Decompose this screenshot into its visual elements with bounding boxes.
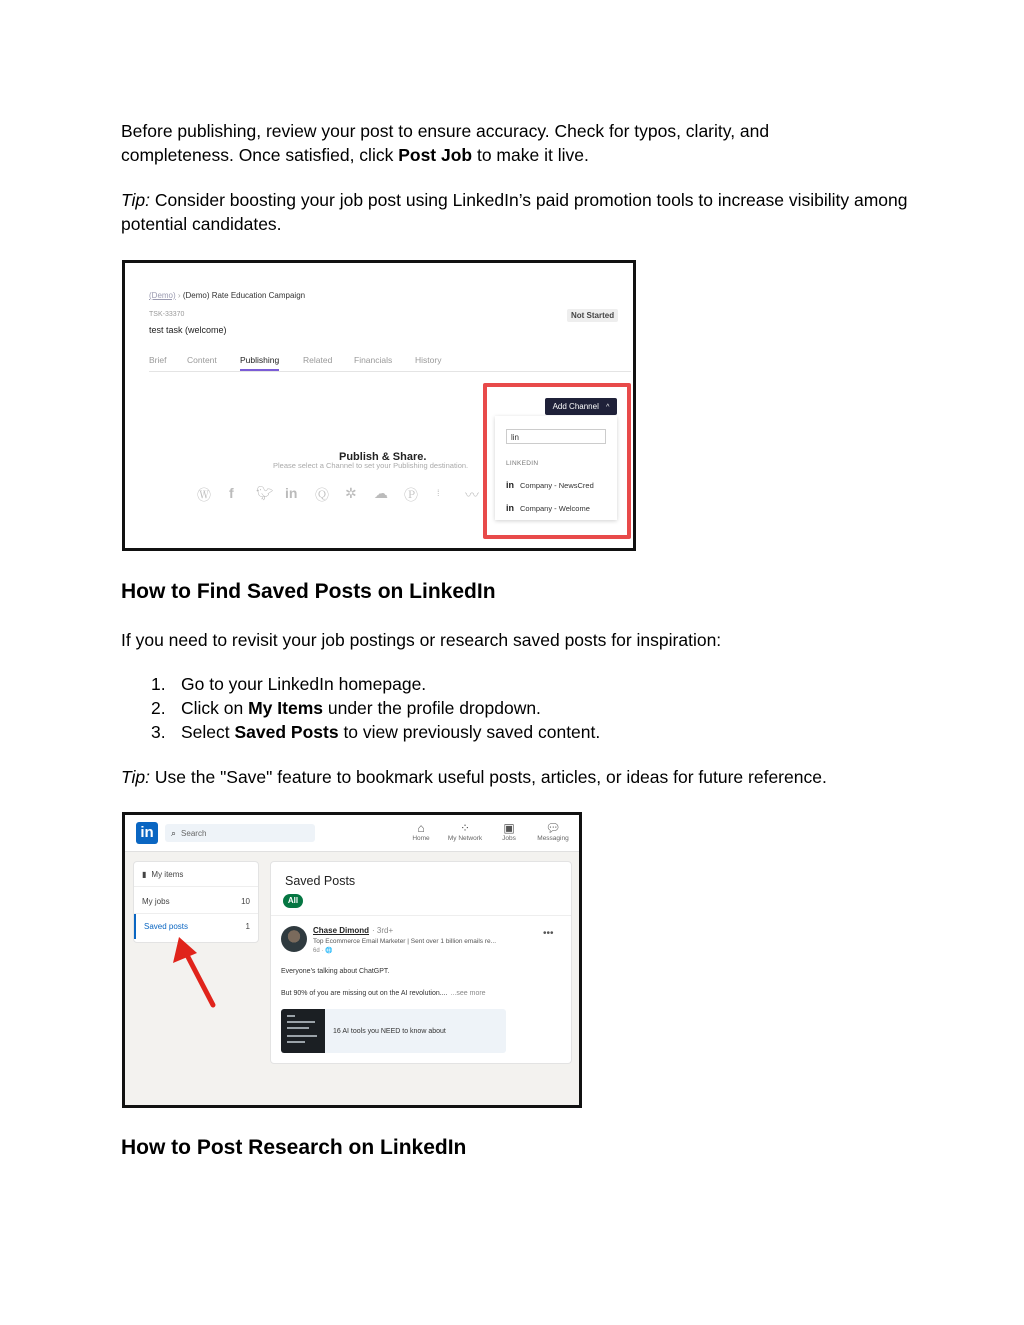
tip-text: Consider boosting your job post using LinkedIn’s paid promotion tools to increase visibility among potential candidates. bbox=[121, 190, 908, 234]
add-channel-label: Add Channel bbox=[552, 402, 599, 411]
sidebar-item-count: 10 bbox=[241, 897, 250, 906]
tab-related[interactable]: Related bbox=[303, 355, 333, 365]
linkedin-icon: in bbox=[506, 480, 514, 490]
nav-label: My Network bbox=[447, 835, 483, 842]
avatar[interactable] bbox=[281, 926, 307, 952]
search-icon: ⌕ bbox=[171, 828, 177, 838]
linkedin-icon[interactable]: in bbox=[285, 485, 298, 501]
step-number: 1. bbox=[151, 674, 166, 694]
intro-line-2b: to make it live. bbox=[472, 145, 589, 165]
author-name[interactable]: Chase Dimond bbox=[313, 926, 370, 935]
post-job-emphasis: Post Job bbox=[398, 145, 473, 165]
task-tabs bbox=[149, 355, 631, 372]
search-input[interactable] bbox=[165, 824, 315, 842]
nav-label: Messaging bbox=[537, 835, 569, 842]
task-name: test task (welcome) bbox=[149, 325, 227, 335]
nav-messaging[interactable] bbox=[531, 821, 575, 842]
list-item bbox=[121, 696, 600, 720]
tab-publishing[interactable]: Publishing bbox=[240, 355, 279, 371]
search-placeholder: Search bbox=[181, 829, 207, 838]
post-time: 6d · 🌐 bbox=[313, 948, 333, 954]
see-more-link[interactable]: ...see more bbox=[450, 990, 486, 997]
my-items-header bbox=[134, 862, 258, 887]
rss-icon[interactable]: 〰 bbox=[465, 487, 479, 503]
home-icon: ⌂ bbox=[417, 821, 425, 835]
channel-option-label: Company - Welcome bbox=[520, 504, 590, 513]
messaging-icon: 💬︎ bbox=[545, 821, 561, 835]
red-arrow-icon bbox=[165, 933, 225, 1013]
publishing-screenshot bbox=[122, 260, 636, 551]
saved-posts-intro: If you need to revisit your job postings or research saved posts for inspiration: bbox=[121, 630, 722, 650]
facebook-icon[interactable]: f bbox=[229, 485, 234, 501]
author-headline: Top Ecommerce Email Marketer | Sent over 1 billion emails re... bbox=[313, 938, 497, 945]
nav-my-network[interactable] bbox=[443, 821, 487, 842]
breadcrumb-page: (Demo) Rate Education Campaign bbox=[182, 291, 306, 300]
more-vertical-icon[interactable]: ⁞ bbox=[437, 488, 440, 498]
network-icon: ⁘ bbox=[459, 821, 471, 835]
tab-content[interactable]: Content bbox=[187, 355, 217, 365]
post-text-line-2 bbox=[281, 990, 486, 997]
step-number: 3. bbox=[151, 722, 166, 742]
post-text-line-1: Everyone's talking about ChatGPT. bbox=[281, 968, 390, 975]
list-item bbox=[121, 672, 600, 696]
publish-title: Publish & Share. bbox=[339, 451, 427, 463]
my-items-card bbox=[133, 861, 259, 943]
linkedin-saved-posts-screenshot bbox=[122, 812, 582, 1108]
my-items-label: ▮ My items bbox=[142, 870, 184, 879]
tab-brief[interactable]: Brief bbox=[149, 355, 167, 365]
tab-history[interactable]: History bbox=[415, 355, 442, 365]
linkedin-logo-icon[interactable]: in bbox=[136, 822, 158, 844]
divider bbox=[271, 915, 571, 916]
tip-label: Tip: bbox=[121, 767, 151, 787]
chevron-up-icon: ^ bbox=[606, 404, 610, 411]
intro-line-2a: completeness. Once satisfied, click bbox=[121, 145, 399, 165]
saved-posts-title: Saved Posts bbox=[285, 874, 356, 888]
cloud-icon[interactable]: ☁ bbox=[374, 485, 388, 501]
intro-line-1: Before publishing, review your post to ensure accuracy. Check for typos, clarity, and bbox=[121, 121, 770, 141]
sidebar-item-label: Saved posts bbox=[144, 922, 189, 931]
add-channel-button[interactable] bbox=[545, 398, 617, 415]
sidebar-item-my-jobs[interactable] bbox=[134, 889, 258, 914]
bookmark-icon: ▮ bbox=[142, 870, 147, 879]
filter-all-pill[interactable]: All bbox=[283, 894, 303, 908]
breadcrumb-link[interactable]: (Demo) bbox=[149, 291, 176, 300]
tip-paragraph-2 bbox=[121, 765, 911, 789]
step-text: Click on bbox=[181, 698, 249, 718]
step-text: Go to your LinkedIn homepage. bbox=[181, 674, 427, 694]
post-author bbox=[313, 926, 393, 935]
quora-icon[interactable]: Ⓠ bbox=[315, 487, 329, 503]
tip-text: Use the "Save" feature to bookmark useful posts, articles, or ideas for future reference. bbox=[150, 767, 827, 787]
post-text: But 90% of you are missing out on the AI revolution.... bbox=[281, 990, 448, 997]
task-id: TSK-33370 bbox=[149, 311, 185, 318]
connection-degree: · 3rd+ bbox=[372, 926, 394, 935]
list-item bbox=[121, 720, 600, 744]
more-options-icon[interactable]: ••• bbox=[543, 928, 554, 939]
linkedin-icon: in bbox=[506, 503, 514, 513]
section-heading-post-research: How to Post Research on LinkedIn bbox=[121, 1136, 467, 1159]
step-number: 2. bbox=[151, 698, 166, 718]
nav-label: Jobs bbox=[502, 835, 516, 842]
publish-subtitle: Please select a Channel to set your Publishing destination. bbox=[273, 461, 469, 470]
breadcrumb bbox=[149, 291, 305, 300]
channel-search-input[interactable]: lin bbox=[506, 429, 606, 444]
step-text: Select bbox=[181, 722, 235, 742]
nav-label: Home bbox=[412, 835, 430, 842]
breadcrumb-separator: › bbox=[177, 291, 181, 300]
status-badge: Not Started bbox=[567, 309, 618, 322]
tip-label: Tip: bbox=[121, 190, 151, 210]
pinterest-icon[interactable]: Ⓟ bbox=[404, 487, 418, 503]
channel-option-label: Company - NewsCred bbox=[520, 481, 594, 490]
attachment-title: 16 AI tools you NEED to know about bbox=[333, 1028, 446, 1035]
twitter-icon[interactable]: 🐦︎ bbox=[256, 485, 274, 501]
leaf-icon[interactable]: ✲ bbox=[345, 485, 357, 501]
intro-paragraph bbox=[121, 119, 911, 167]
wordpress-icon[interactable]: Ⓦ bbox=[197, 487, 211, 503]
channel-option-welcome[interactable] bbox=[506, 503, 590, 513]
tab-financials[interactable]: Financials bbox=[354, 355, 393, 365]
saved-posts-card bbox=[270, 861, 572, 1064]
step-text-after: under the profile dropdown. bbox=[323, 698, 541, 718]
tip-paragraph-1 bbox=[121, 188, 911, 236]
attachment-thumbnail bbox=[281, 1009, 325, 1053]
nav-home[interactable] bbox=[399, 821, 443, 842]
step-text-after: to view previously saved content. bbox=[338, 722, 601, 742]
channel-option-newscred[interactable] bbox=[506, 480, 594, 490]
briefcase-icon: ▣ bbox=[503, 821, 515, 835]
dropdown-section-label: LINKEDIN bbox=[506, 460, 539, 467]
nav-jobs[interactable] bbox=[487, 821, 531, 842]
sidebar-item-label: My jobs bbox=[142, 897, 170, 906]
section-heading-saved-posts: How to Find Saved Posts on LinkedIn bbox=[121, 580, 496, 603]
steps-list bbox=[121, 672, 600, 744]
step-emphasis: Saved Posts bbox=[234, 722, 339, 742]
sidebar-item-count: 1 bbox=[245, 922, 250, 931]
step-emphasis: My Items bbox=[248, 698, 323, 718]
